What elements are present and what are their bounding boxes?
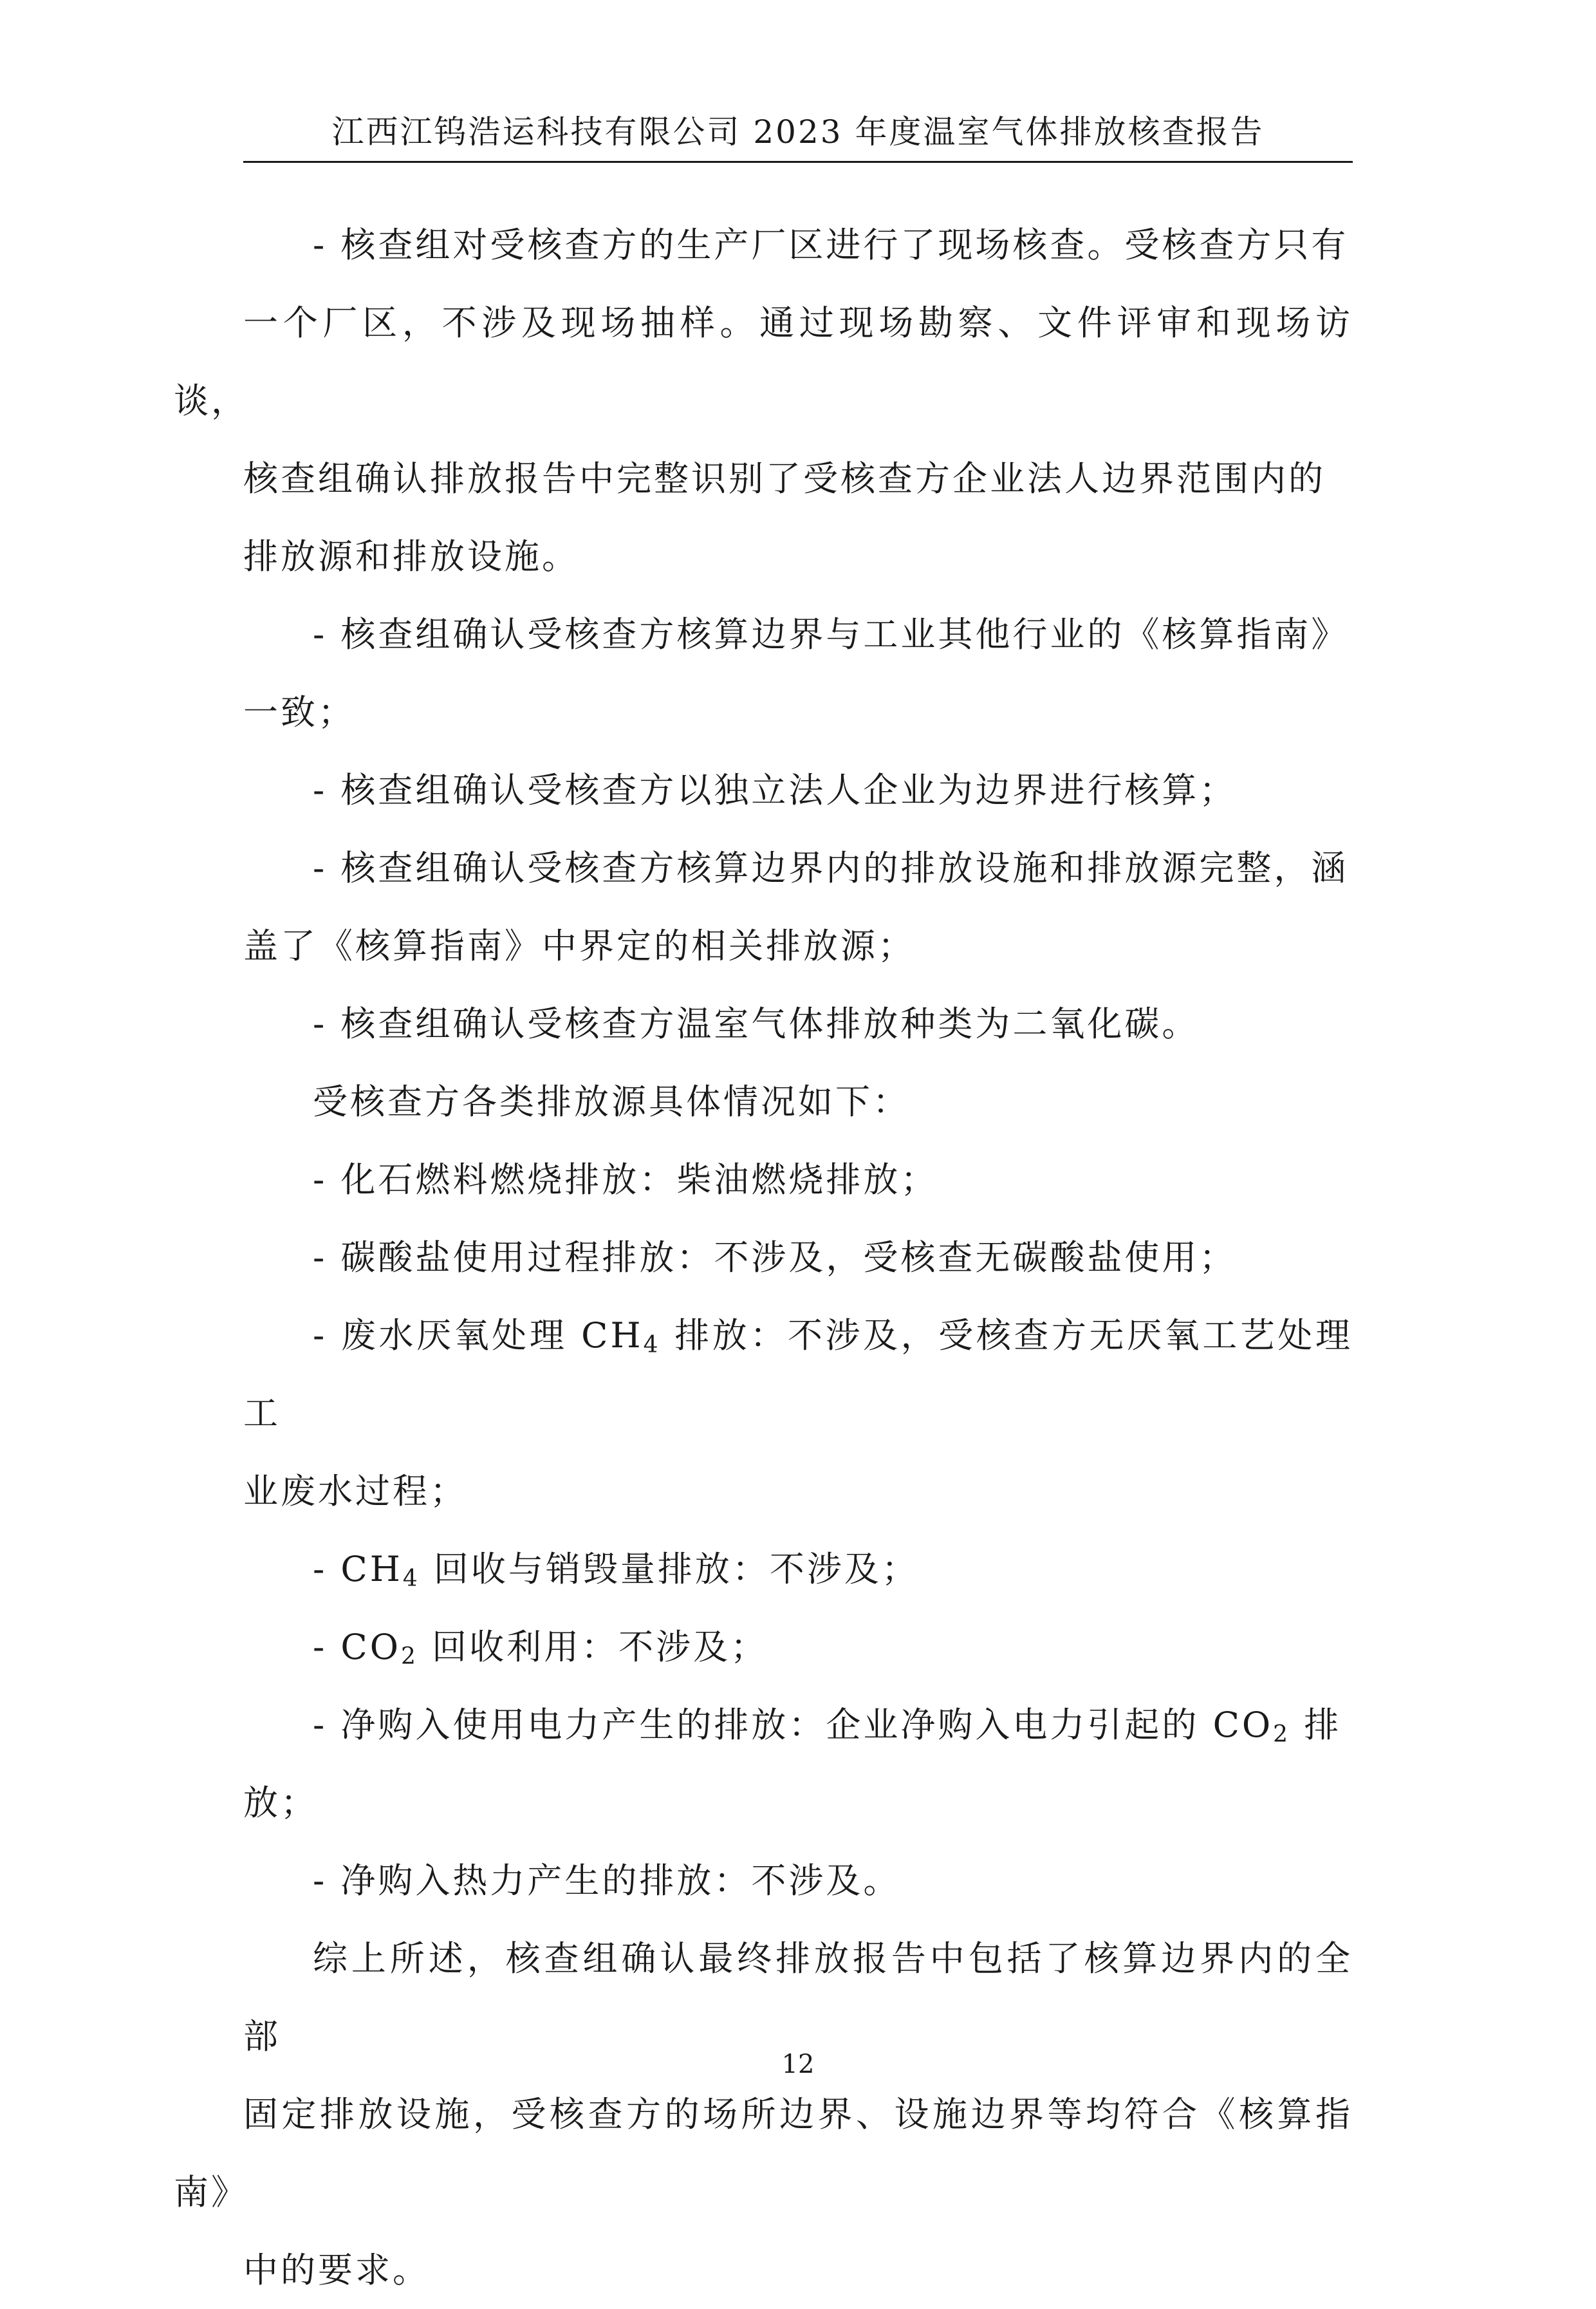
- paragraph-fossil-fuel: [243, 1141, 1353, 1219]
- text-line: [243, 1608, 1353, 1686]
- paragraph-conclusion: [174, 1920, 1353, 2309]
- page-number: 12: [781, 2050, 815, 2079]
- subscript: 4: [643, 1332, 661, 1358]
- paragraph-gas-type: [243, 985, 1353, 1063]
- paragraph-purchased-heat: [243, 1842, 1353, 1920]
- text-line: - 碳酸盐使用过程排放：不涉及，受核查无碳酸盐使用；: [313, 1237, 1237, 1278]
- document-body: [174, 206, 1353, 2309]
- text-line: 受核查方各类排放源具体情况如下：: [313, 1081, 910, 1122]
- text-line: - 核查组对受核查方的生产厂区进行了现场核查。受核查方只有: [313, 225, 1349, 265]
- paragraph-sources-intro: [243, 1063, 1353, 1141]
- text-line: 业废水过程；: [243, 1471, 467, 1511]
- paragraph-site-verification: [174, 206, 1353, 595]
- paragraph-legal-entity-boundary: [243, 751, 1353, 829]
- paragraph-carbonate: [243, 1219, 1353, 1296]
- text-run: 回收利用：不涉及；: [418, 1627, 768, 1667]
- text-line: 盖了《核算指南》中界定的相关排放源；: [243, 926, 915, 966]
- text-line: 排放源和排放设施。: [243, 536, 579, 577]
- paragraph-wastewater-ch4: [243, 1296, 1353, 1530]
- subscript: 2: [1273, 1721, 1291, 1748]
- text-line: 放；: [243, 1782, 318, 1823]
- paragraph-purchased-electricity: [243, 1686, 1353, 1842]
- text-run: - CO: [313, 1627, 401, 1667]
- text-run: 回收与销毁量排放：不涉及；: [420, 1549, 919, 1589]
- subscript: 2: [401, 1643, 418, 1670]
- text-line: 综上所述，核查组确认最终排放报告中包括了核算边界内的全部: [243, 1938, 1353, 2057]
- subscript: 4: [402, 1566, 420, 1592]
- text-line: - 核查组确认受核查方以独立法人企业为边界进行核算；: [313, 770, 1237, 810]
- paragraph-boundary-consistency: [243, 595, 1353, 751]
- text-line: [243, 1530, 1353, 1608]
- text-run: 排: [1290, 1705, 1342, 1745]
- paragraph-ch4-recovery: [243, 1530, 1353, 1608]
- page-header-title: 江西江钨浩运科技有限公司 2023 年度温室气体排放核查报告: [331, 113, 1265, 151]
- text-line: 一个厂区，不涉及现场抽样。通过现场勘察、文件评审和现场访谈，: [174, 303, 1353, 421]
- text-line: - 核查组确认受核查方温室气体排放种类为二氧化碳。: [313, 1004, 1200, 1044]
- text-line: - 核查组确认受核查方核算边界内的排放设施和排放源完整，涵: [313, 848, 1349, 888]
- text-line: - 化石燃料燃烧排放：柴油燃烧排放；: [313, 1159, 938, 1200]
- text-line: - 净购入热力产生的排放：不涉及。: [313, 1860, 901, 1901]
- text-line: 核查组确认排放报告中完整识别了受核查方企业法人边界范围内的: [243, 458, 1326, 499]
- paragraph-co2-recovery: [243, 1608, 1353, 1686]
- header-divider: [243, 161, 1353, 163]
- text-run: - CH: [313, 1549, 403, 1589]
- text-line: 一致；: [243, 692, 355, 733]
- text-line: 固定排放设施，受核查方的场所边界、设施边界等均符合《核算指南》: [174, 2094, 1353, 2212]
- text-line: 中的要求。: [243, 2250, 430, 2290]
- text-line: [243, 1296, 1353, 1452]
- text-line: - 核查组确认受核查方核算边界与工业其他行业的《核算指南》: [313, 614, 1349, 655]
- text-run: - 净购入使用电力产生的排放：企业净购入电力引起的 CO: [313, 1705, 1274, 1745]
- text-run: - 废水厌氧处理 CH: [313, 1315, 644, 1356]
- text-line: [243, 1686, 1353, 1764]
- paragraph-sources-complete: [243, 829, 1353, 985]
- text-run: 排放：不涉及，受核查方无厌氧工艺处理工: [243, 1315, 1353, 1434]
